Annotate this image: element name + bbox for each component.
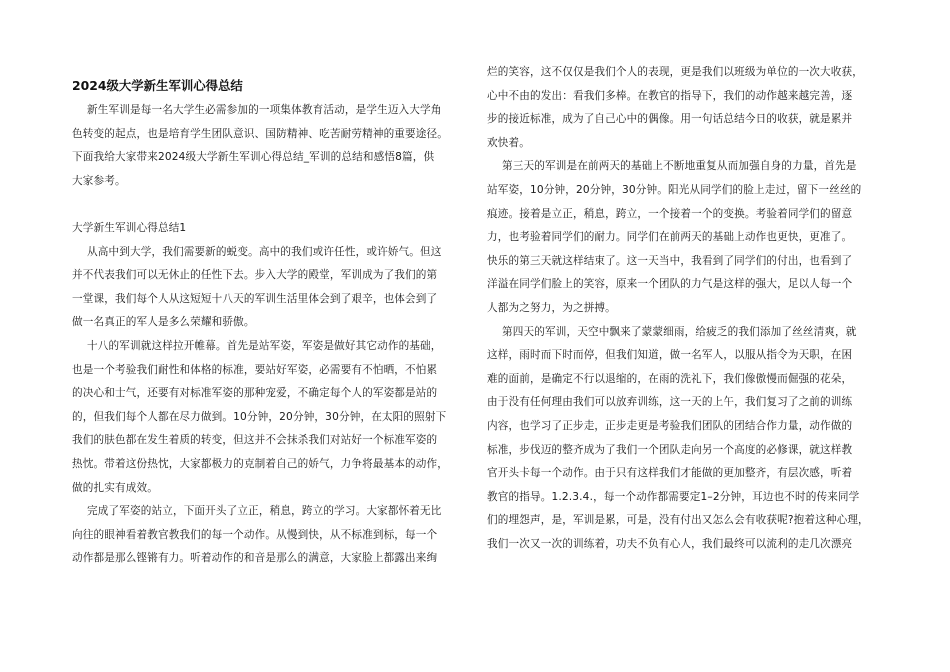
text-line: 欢快着。 bbox=[487, 136, 530, 149]
text-line: 烂的笑容，这不仅仅是我们个人的表现，更是我们以班级为单位的一次大收获， bbox=[487, 66, 864, 78]
text-line: 们的埋怨声，是，军训是累，可是，没有付出又怎么会有收获呢?抱着这种心理， bbox=[487, 514, 869, 527]
text-line: 快乐的第三天就这样结束了。这一天当中，我看到了同学们的付出，也看到了 bbox=[487, 254, 853, 267]
text-line: 动作都是那么铿锵有力。听着动作的和音是那么的满意，大家脸上都露出来绚 bbox=[72, 552, 438, 565]
text-line: 大学新生军训心得总结1 bbox=[72, 222, 187, 234]
text-line: 完成了军姿的站立，下面开头了立正，稍息，跨立的学习。大家都怀着无比 bbox=[87, 505, 442, 518]
text-line: 第三天的军训是在前两天的基础上不断地重复从而加强自身的力量，首先是 bbox=[502, 160, 857, 173]
text-line: 十八的军训就这样拉开帷幕。首先是站军姿，军姿是做好其它动作的基础， bbox=[87, 340, 442, 352]
text-line: 向往的眼神看着教官教我们的每一个动作。从慢到快，从不标准到标，每一个 bbox=[72, 528, 438, 541]
text-line: 这样，雨时而下时而停，但我们知道，做一名军人，以服从指令为天职，在困 bbox=[487, 349, 853, 362]
text-line: 新生军训是每一名大学生必需参加的一项集体教育活动，是学生迈入大学角 bbox=[87, 104, 442, 116]
text-line: 洋溢在同学们脸上的笑容，原来一个团队的力气是这样的强大，足以人每一个 bbox=[487, 278, 853, 291]
text-line: 做一名真正的军人是多么荣耀和骄傲。 bbox=[72, 316, 255, 329]
text-line: 第四天的军训，天空中飘来了蒙蒙细雨，给疲乏的我们添加了丝丝清爽，就 bbox=[502, 325, 857, 338]
document-title: 2024级大学新生军训心得总结 bbox=[72, 78, 243, 93]
text-line: 人都为之努力，为之拼搏。 bbox=[487, 302, 616, 314]
text-line: 站军姿，10分钟，20分钟，30分钟。阳光从同学们的脸上走过，留下一丝丝的 bbox=[487, 184, 862, 196]
text-line: 色转变的起点，也是培育学生团队意识、国防精神、吃苦耐劳精神的重要途径。 bbox=[72, 127, 449, 140]
text-line: 力，也考验着同学们的耐力。同学们在前两天的基础上动作也更快，更准了。 bbox=[487, 231, 853, 244]
text-line: 从高中到大学，我们需要新的蜕变。高中的我们或许任性，或许娇气。但这 bbox=[87, 245, 442, 258]
text-line: 痕迹。接着是立正，稍息，跨立，一个接着一个的变换。考验着同学们的留意 bbox=[487, 207, 853, 220]
text-line: 步的接近标准，成为了自己心中的偶像。用一句话总结今日的收获，就是累并 bbox=[487, 113, 853, 126]
text-line: 难的面前，是确定不行以退缩的，在雨的洗礼下，我们像傲慢而倔强的花朵， bbox=[487, 372, 853, 385]
text-line: 官开头卡每一个动作。由于只有这样我们才能做的更加整齐，有层次感，听着 bbox=[487, 467, 853, 480]
text-line: 并不代表我们可以无休止的任性下去。步入大学的殿堂，军训成为了我们的第 bbox=[72, 269, 438, 282]
text-line: 热忱。带着这份热忱，大家都极力的克制着自己的娇气，力争将最基本的动作， bbox=[72, 458, 449, 470]
text-line: 心中不由的发出：看我们多棒。在教官的指导下，我们的动作越来越完善，逐 bbox=[487, 89, 853, 102]
text-line: 我们的肤色都在发生着质的转变，但这并不会抹杀我们对站好一个标准军姿的 bbox=[72, 434, 438, 447]
text-line: 一堂课，我们每个人从这短短十八天的军训生活里体会到了艰辛，也体会到了 bbox=[72, 292, 438, 305]
text-line: 的，但我们每个人都在尽力做到。10分钟，20分钟，30分钟，在太阳的照射下 bbox=[72, 410, 447, 423]
text-line: 也是一个考验我们耐性和体格的标准，要站好军姿，必需要有不怕晒，不怕累 bbox=[72, 363, 438, 376]
text-line: 下面我给大家带来2024级大学新生军训心得总结_军训的总结和感悟8篇，供 bbox=[72, 151, 435, 164]
text-line: 的决心和士气，还要有对标准军姿的那种宠爱，不确定每个人的军姿都是站的 bbox=[72, 387, 438, 400]
text-line: 大家参考。 bbox=[72, 174, 126, 187]
text-line: 做的扎实有成效。 bbox=[72, 481, 158, 494]
text-line: 我们一次又一次的训练着，功夫不负有心人，我们最终可以流利的走几次漂亮 bbox=[487, 538, 853, 550]
text-line: 由于没有任何理由我们可以放弃训练，这一天的上午，我们复习了之前的训练 bbox=[487, 396, 853, 409]
text-line: 教官的指导。1.2.3.4.，每一个动作都需要定1–2分钟，耳边也不时的传来同学 bbox=[487, 490, 860, 503]
text-line: 标准，步伐迈的整齐成为了我们一个团队走向另一个高度的必修课，就这样教 bbox=[487, 443, 853, 456]
text-line: 内容，也学习了正步走，正步走更是考验我们团队的团结合作力量，动作做的 bbox=[487, 420, 853, 432]
